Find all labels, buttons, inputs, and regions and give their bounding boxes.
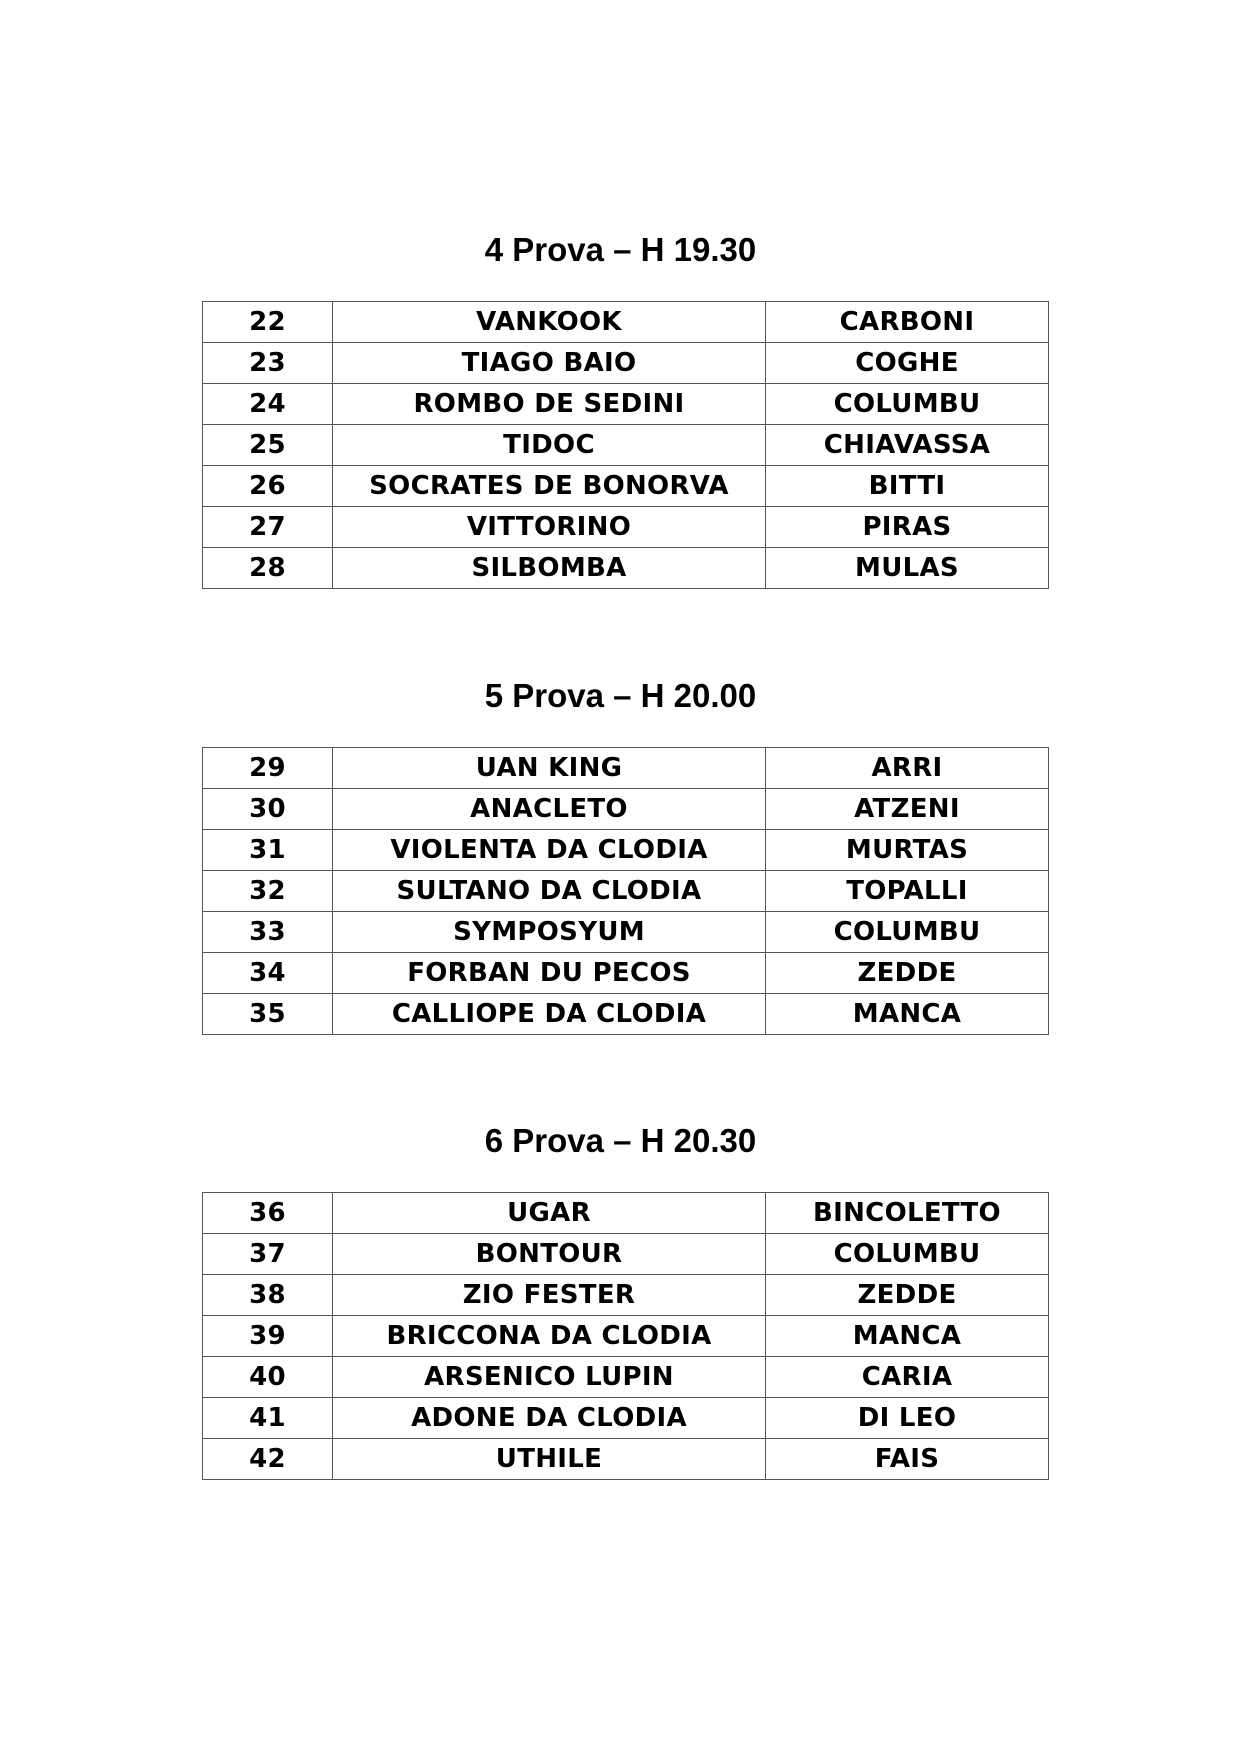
entry-number: 32 [203, 871, 333, 912]
table-row [203, 1234, 1049, 1275]
table-row [203, 994, 1049, 1035]
horse-name: ROMBO DE SEDINI [333, 384, 766, 425]
driver-name: BINCOLETTO [766, 1193, 1049, 1234]
entry-number: 38 [203, 1275, 333, 1316]
driver-name: CARBONI [766, 302, 1049, 343]
section-title: 4 Prova – H 19.30 [484, 231, 757, 268]
horse-name: BRICCONA DA CLODIA [333, 1316, 766, 1357]
table-row [203, 466, 1049, 507]
horse-name: CALLIOPE DA CLODIA [333, 994, 766, 1035]
section-title: 5 Prova – H 20.00 [484, 677, 757, 714]
driver-name: DI LEO [766, 1398, 1049, 1439]
entry-number: 28 [203, 548, 333, 589]
entry-number: 22 [203, 302, 333, 343]
horse-name: SILBOMBA [333, 548, 766, 589]
driver-name: PIRAS [766, 507, 1049, 548]
table-row [203, 1398, 1049, 1439]
table-row [203, 953, 1049, 994]
horse-name: VIOLENTA DA CLODIA [333, 830, 766, 871]
horse-name: TIDOC [333, 425, 766, 466]
driver-name: COLUMBU [766, 1234, 1049, 1275]
entry-number: 31 [203, 830, 333, 871]
horse-name: SULTANO DA CLODIA [333, 871, 766, 912]
table-row [203, 384, 1049, 425]
table-row [203, 1193, 1049, 1234]
driver-name: ARRI [766, 748, 1049, 789]
driver-name: MANCA [766, 994, 1049, 1035]
entry-number: 26 [203, 466, 333, 507]
table-row [203, 1357, 1049, 1398]
entry-number: 27 [203, 507, 333, 548]
table-row [203, 302, 1049, 343]
table-row [203, 425, 1049, 466]
entry-number: 39 [203, 1316, 333, 1357]
driver-name: COLUMBU [766, 912, 1049, 953]
table-row [203, 1439, 1049, 1480]
horse-name: FORBAN DU PECOS [333, 953, 766, 994]
entry-number: 23 [203, 343, 333, 384]
table-row [203, 748, 1049, 789]
entry-number: 35 [203, 994, 333, 1035]
entry-number: 40 [203, 1357, 333, 1398]
driver-name: MANCA [766, 1316, 1049, 1357]
entry-number: 29 [203, 748, 333, 789]
entry-number: 24 [203, 384, 333, 425]
driver-name: ATZENI [766, 789, 1049, 830]
table-row [203, 871, 1049, 912]
driver-name: TOPALLI [766, 871, 1049, 912]
race-table [202, 747, 1049, 1035]
driver-name: COLUMBU [766, 384, 1049, 425]
race-table [202, 301, 1049, 589]
horse-name: ANACLETO [333, 789, 766, 830]
horse-name: UTHILE [333, 1439, 766, 1480]
driver-name: COGHE [766, 343, 1049, 384]
horse-name: ARSENICO LUPIN [333, 1357, 766, 1398]
table-row [203, 1316, 1049, 1357]
table-row [203, 1275, 1049, 1316]
driver-name: MULAS [766, 548, 1049, 589]
driver-name: FAIS [766, 1439, 1049, 1480]
table-row [203, 507, 1049, 548]
entry-number: 30 [203, 789, 333, 830]
horse-name: SYMPOSYUM [333, 912, 766, 953]
driver-name: ZEDDE [766, 1275, 1049, 1316]
driver-name: BITTI [766, 466, 1049, 507]
driver-name: MURTAS [766, 830, 1049, 871]
horse-name: TIAGO BAIO [333, 343, 766, 384]
driver-name: CHIAVASSA [766, 425, 1049, 466]
horse-name: VITTORINO [333, 507, 766, 548]
horse-name: BONTOUR [333, 1234, 766, 1275]
table-row [203, 343, 1049, 384]
entry-number: 42 [203, 1439, 333, 1480]
section-title: 6 Prova – H 20.30 [484, 1122, 757, 1159]
table-row [203, 912, 1049, 953]
horse-name: VANKOOK [333, 302, 766, 343]
entry-number: 34 [203, 953, 333, 994]
table-row [203, 548, 1049, 589]
entry-number: 36 [203, 1193, 333, 1234]
horse-name: ZIO FESTER [333, 1275, 766, 1316]
entry-number: 25 [203, 425, 333, 466]
driver-name: ZEDDE [766, 953, 1049, 994]
horse-name: UGAR [333, 1193, 766, 1234]
horse-name: ADONE DA CLODIA [333, 1398, 766, 1439]
driver-name: CARIA [766, 1357, 1049, 1398]
entry-number: 37 [203, 1234, 333, 1275]
entry-number: 33 [203, 912, 333, 953]
entry-number: 41 [203, 1398, 333, 1439]
horse-name: SOCRATES DE BONORVA [333, 466, 766, 507]
table-row [203, 789, 1049, 830]
table-row [203, 830, 1049, 871]
horse-name: UAN KING [333, 748, 766, 789]
race-table [202, 1192, 1049, 1480]
